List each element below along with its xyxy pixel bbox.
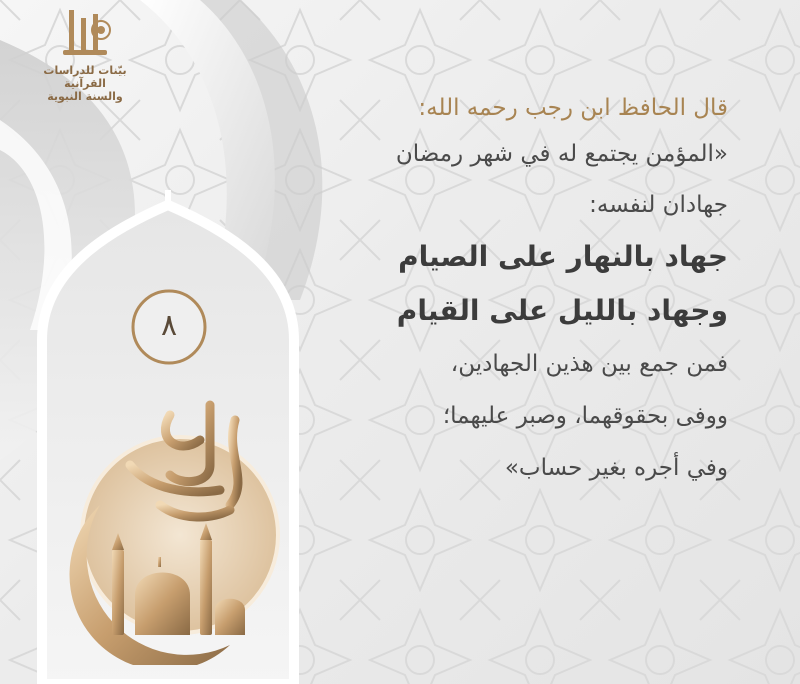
logo-icon	[55, 6, 115, 64]
quote-emphasis-1: جهاد بالنهار على الصيام	[398, 240, 728, 273]
logo-line-2: والسنة النبوية	[47, 90, 123, 103]
day-number: ٨	[160, 308, 178, 343]
quote-line-3: فمن جمع بين هذين الجهادين،	[450, 351, 728, 377]
ramadan-medallion	[60, 395, 285, 665]
quote-emphasis-2: وجهاد بالليل على القيام	[396, 294, 728, 327]
quote-block	[248, 88, 728, 494]
quote-line-2: جهادان لنفسه:	[589, 192, 728, 218]
quote-line-1: «المؤمن يجتمع له في شهر رمضان	[395, 141, 728, 167]
quote-line-5: وفي أجره بغير حساب»	[504, 455, 728, 481]
day-number-badge	[130, 288, 208, 366]
quote-intro: قال الحافظ ابن رجب رحمه الله:	[418, 95, 728, 121]
brand-logo	[30, 6, 140, 102]
logo-line-1: بيّنات للدراسات القرآنية	[43, 64, 127, 90]
quote-line-4: ووفى بحقوقهما، وصبر عليهما؛	[442, 403, 728, 429]
